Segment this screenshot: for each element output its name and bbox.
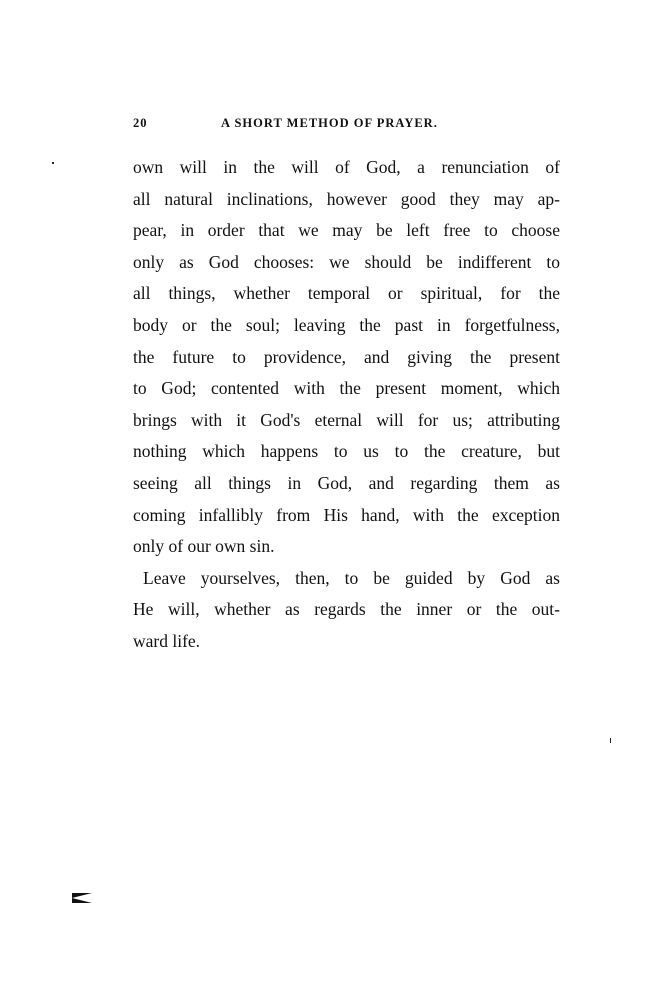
text-line: all things, whether temporal or spiritual, for the (133, 283, 560, 304)
scan-speck (610, 738, 611, 743)
paragraph (133, 563, 560, 658)
text-line: nothing which happens to us to the creature, but (133, 441, 560, 462)
text-line: coming infallibly from His hand, with the exception (133, 504, 560, 525)
text-line: Leave yourselves, then, to be guided by God as (143, 567, 560, 588)
text-line: own will in the will of God, a renunciation of (133, 157, 560, 177)
text-line: all natural inclinations, however good they may ap- (133, 188, 560, 209)
text-line: pear, in order that we may be left free to choose (133, 220, 560, 241)
scan-speck (52, 162, 54, 164)
text-line: He will, whether as regards the inner or the out- (133, 599, 560, 620)
text-line: to God; contented with the present moment, which (133, 378, 560, 399)
running-title: A SHORT METHOD OF PRAYER. (221, 116, 438, 130)
text-line: seeing all things in God, and regarding them as (133, 472, 560, 493)
text-line: ward life. (133, 630, 201, 651)
page-body (133, 152, 560, 658)
text-line: only of our own sin. (133, 536, 275, 557)
paragraph (133, 152, 560, 563)
text-line: only as God chooses: we should be indifferent to (133, 251, 560, 272)
text-line: brings with it God's eternal will for us; attributing (133, 409, 560, 430)
text-line: the future to providence, and giving the present (133, 346, 560, 367)
text-line: body or the soul; leaving the past in forgetfulness, (133, 314, 560, 335)
page-number: 20 (133, 116, 148, 130)
scan-artifact-arrow (72, 893, 92, 903)
